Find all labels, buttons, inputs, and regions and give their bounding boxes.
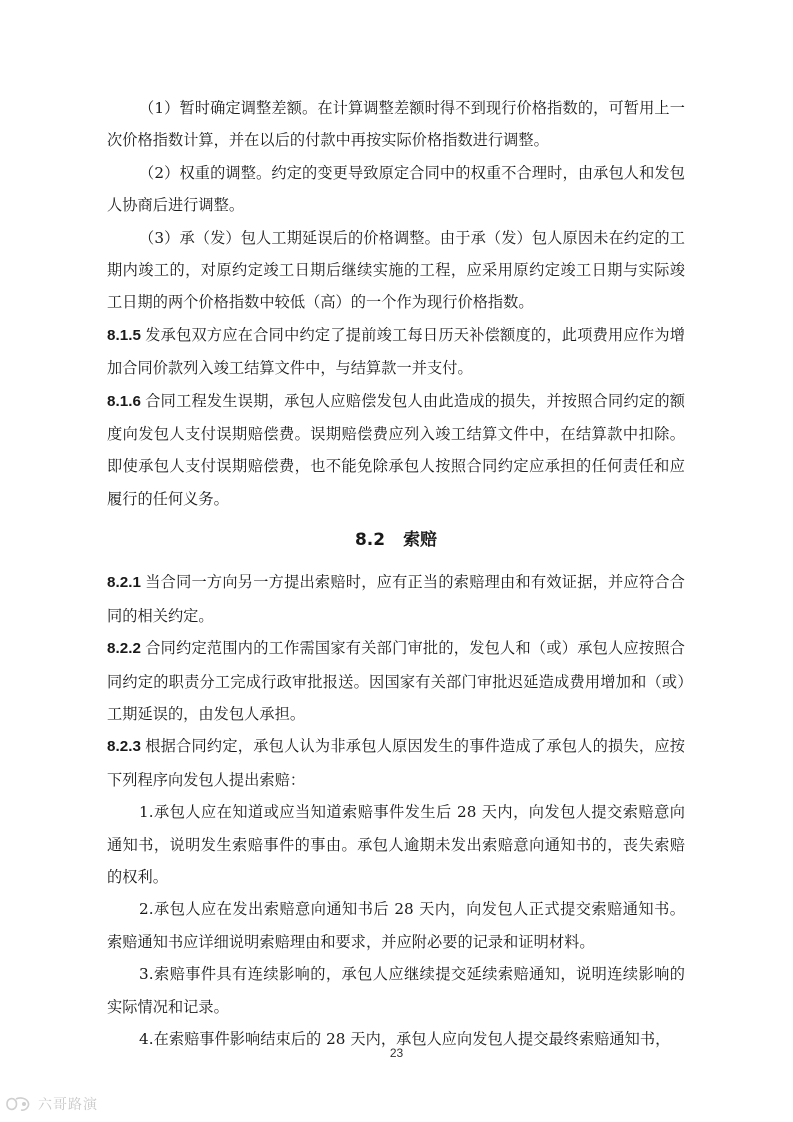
paragraph-text: 当合同一方向另一方提出索赔时，应有正当的索赔理由和有效证据，并应符合合同的相关约定。 xyxy=(107,573,685,625)
list-item xyxy=(107,796,685,893)
paragraph-text: 合同约定范围内的工作需国家有关部门审批的，发包人和（或）承包人应按照合同约定的职责分工完成行政审批报送。因国家有关部门审批迟延造成费用增加和（或）工期延误的，由发包人承担。 xyxy=(107,639,685,723)
clause-number: 8.2.2 xyxy=(107,640,142,658)
watermark-logo-icon xyxy=(4,1094,34,1114)
paragraph-text: 4.在索赔事件影响结束后的 28 天内，承包人应向发包人提交最终索赔通知书， xyxy=(139,1029,671,1048)
clause-number: 8.2.1 xyxy=(107,574,142,592)
clause-paragraph xyxy=(107,730,685,796)
paragraph-text: 3.索赔事件具有连续影响的，承包人应继续提交延续索赔通知，说明连续影响的实际情况和记录。 xyxy=(107,965,685,1016)
clause-number: 8.1.5 xyxy=(107,326,142,344)
paragraph xyxy=(107,222,685,319)
document-body xyxy=(107,92,685,1055)
paragraph-text: （2）权重的调整。约定的变更导致原定合同中的权重不合理时，由承包人和发包人协商后进行调整。 xyxy=(107,163,685,215)
list-item xyxy=(107,958,685,1023)
paragraph xyxy=(107,157,685,222)
paragraph-text: 1.承包人应在知道或应当知道索赔事件发生后 28 天内，向发包人提交索赔意向通知书，说明发生索赔事件的事由。承包人逾期未发出索赔意向通知书的，丧失索赔的权利。 xyxy=(107,803,685,886)
clause-number: 8.2.3 xyxy=(107,738,142,756)
section-heading xyxy=(107,520,685,560)
clause-paragraph xyxy=(107,385,685,516)
paragraph-text: 2.承包人应在发出索赔意向通知书后 28 天内，向发包人正式提交索赔通知书。索赔通知书应详细说明索赔理由和要求，并应附必要的记录和证明材料。 xyxy=(107,900,685,951)
paragraph-text: 合同工程发生误期，承包人应赔偿发包人由此造成的损失，并按照合同约定的额度向发包人支付误期赔偿费。误期赔偿费应列入竣工结算文件中，在结算款中扣除。即使承包人支付误期赔偿费，也不能免除承包人按照合同约定应承担的任何责任和应履行的任何义务。 xyxy=(107,391,685,508)
section-number: 8.2 xyxy=(354,530,386,551)
paragraph-text: 发承包双方应在合同中约定了提前竣工每日历天补偿额度的，此项费用应作为增加合同价款列入竣工结算文件中，与结算款一并支付。 xyxy=(107,325,685,378)
paragraph xyxy=(107,92,685,157)
clause-paragraph xyxy=(107,632,685,730)
watermark-text: 六哥路演 xyxy=(38,1097,98,1113)
paragraph-text: （3）承（发）包人工期延误后的价格调整。由于承（发）包人原因未在约定的工期内竣工的，对原约定竣工日期后继续实施的工程，应采用原约定竣工日期与实际竣工日期的两个价格指数中较低（高）的一个作为现行价格指数。 xyxy=(107,228,685,312)
section-title: 索赔 xyxy=(403,530,438,551)
clause-number: 8.1.6 xyxy=(107,392,142,410)
clause-paragraph xyxy=(107,319,685,385)
paragraph-text: （1）暂时确定调整差额。在计算调整差额时得不到现行价格指数的，可暂用上一次价格指数计算，并在以后的付款中再按实际价格指数进行调整。 xyxy=(107,99,685,150)
watermark xyxy=(4,1092,98,1116)
clause-paragraph xyxy=(107,566,685,632)
list-item xyxy=(107,893,685,958)
paragraph-text: 根据合同约定，承包人认为非承包人原因发生的事件造成了承包人的损失，应按下列程序向发包人提出索赔： xyxy=(107,737,685,789)
page-number: 23 xyxy=(389,1046,404,1060)
